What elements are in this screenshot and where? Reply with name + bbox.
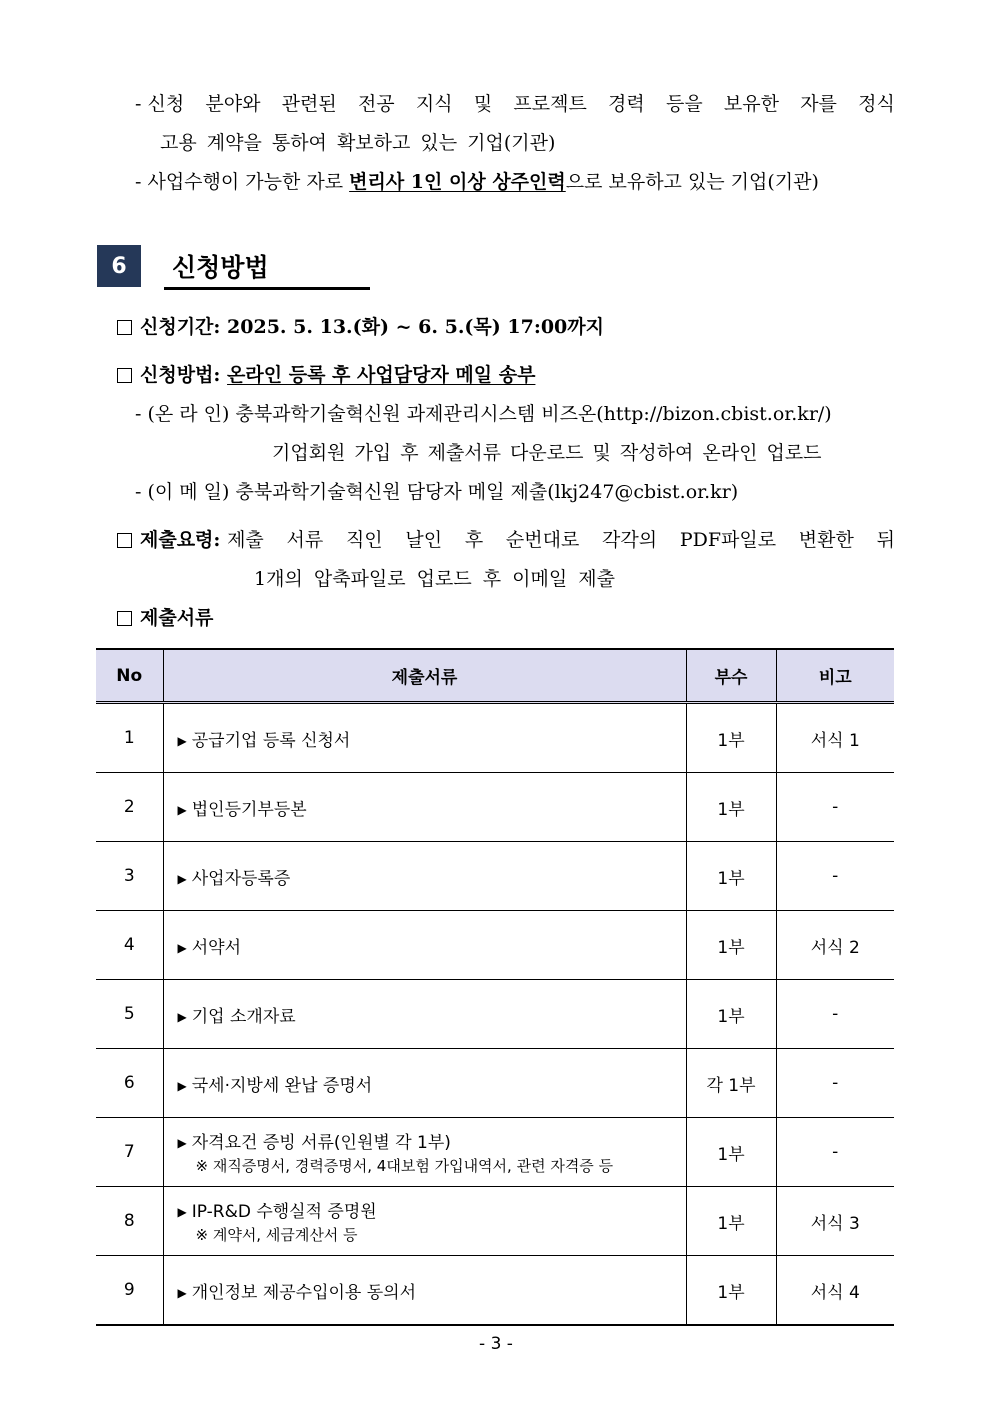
documents-table (96, 648, 894, 1326)
cell-remark: - (776, 980, 894, 1049)
cell-copies: 1부 (686, 911, 776, 980)
cell-remark: 서식 1 (776, 703, 894, 773)
cell-copies: 1부 (686, 703, 776, 773)
application-period (117, 314, 877, 340)
word: 자를 (800, 93, 837, 115)
triangle-bullet-icon: ▶ (177, 1205, 187, 1219)
doc-name: 개인정보 제공수입이용 동의서 (191, 1282, 417, 1303)
doc-name: 법인등기부등본 (191, 799, 307, 820)
docs-heading-text: 제출서류 (140, 607, 214, 629)
cell-remark: - (776, 1049, 894, 1118)
checkbox-icon (117, 533, 132, 548)
bullet-text: - 사업수행이 가능한 자로 (135, 171, 350, 193)
cell-no: 4 (96, 911, 163, 980)
submit-guide-text (227, 527, 895, 553)
cell-doc (163, 980, 686, 1049)
cell-copies: 1부 (686, 842, 776, 911)
checkbox-icon (117, 368, 132, 383)
doc-name: 사업자등록증 (191, 868, 291, 889)
method-email: - (이 메 일) 충북과학기술혁신원 담당자 메일 제출(lkj247@cbist.or.kr) (135, 481, 739, 503)
header-no: No (96, 649, 163, 703)
doc-name: 공급기업 등록 신청서 (191, 730, 351, 751)
triangle-bullet-icon: ▶ (177, 1136, 187, 1150)
bullet-text: 으로 보유하고 있는 기업(기관) (565, 171, 819, 193)
word: 순번대로 (505, 529, 580, 551)
method-online-line1: - (온 라 인) 충북과학기술혁신원 과제관리시스템 비즈온(http://bizon.cbist.or.kr/) (135, 403, 832, 425)
period-label: 신청기간: (140, 316, 228, 338)
table-row (96, 911, 894, 980)
word: 경력 (608, 93, 645, 115)
word: 프로젝트 (513, 93, 587, 115)
section-underline (164, 287, 370, 290)
word: 각각의 (602, 529, 658, 551)
cell-doc (163, 1256, 686, 1326)
application-method (117, 362, 877, 388)
cell-no: 2 (96, 773, 163, 842)
table-row (96, 703, 894, 773)
bullet-emphasis: 변리사 1인 이상 상주인력 (349, 171, 566, 193)
method-online-line2: 기업회원 가입 후 제출서류 다운로드 및 작성하여 온라인 업로드 (272, 442, 822, 464)
table-row (96, 773, 894, 842)
cell-no: 3 (96, 842, 163, 911)
word: 후 (464, 529, 484, 551)
cell-remark: - (776, 1118, 894, 1187)
word: PDF파일로 (679, 529, 777, 551)
word: - 신청 (135, 93, 185, 115)
docs-heading (117, 605, 877, 631)
header-remark: 비고 (776, 649, 894, 703)
submit-guide-line1 (117, 527, 895, 553)
cell-remark: - (776, 773, 894, 842)
cell-no: 1 (96, 703, 163, 773)
table-row (96, 1049, 894, 1118)
word: 정식 (858, 93, 895, 115)
bullet-qualification-line2: 고용 계약을 통하여 확보하고 있는 기업(기관) (160, 132, 556, 154)
method-value: 온라인 등록 후 사업담당자 메일 송부 (227, 364, 536, 386)
submit-guide-label-wrap: 제출요령: (117, 527, 227, 553)
word: 전공 (357, 93, 395, 115)
triangle-bullet-icon: ▶ (177, 1078, 187, 1093)
table-row (96, 1118, 894, 1187)
cell-remark: 서식 3 (776, 1187, 894, 1256)
triangle-bullet-icon: ▶ (177, 871, 187, 886)
submit-guide-line2: 1개의 압축파일로 업로드 후 이메일 제출 (254, 568, 615, 590)
table-row (96, 1256, 894, 1326)
bullet-qualification-line1 (135, 91, 895, 117)
cell-no: 9 (96, 1256, 163, 1326)
checkbox-icon (117, 320, 132, 335)
doc-name: 국세·지방세 완납 증명서 (191, 1075, 373, 1096)
word: 날인 (405, 529, 443, 551)
cell-doc (163, 911, 686, 980)
word: 및 (473, 93, 493, 115)
triangle-bullet-icon: ▶ (177, 802, 187, 817)
word: 분야와 (205, 93, 261, 115)
page-number: - 3 - (479, 1334, 513, 1354)
header-copies: 부수 (686, 649, 776, 703)
header-doc: 제출서류 (163, 649, 686, 703)
table-row (96, 980, 894, 1049)
cell-copies: 1부 (686, 980, 776, 1049)
cell-remark: - (776, 842, 894, 911)
table-row (96, 1187, 894, 1256)
cell-remark: 서식 2 (776, 911, 894, 980)
cell-copies: 각 1부 (686, 1049, 776, 1118)
bullet-patent-attorney (135, 169, 895, 195)
cell-doc (163, 773, 686, 842)
section-number: 6 (97, 245, 141, 287)
cell-no: 5 (96, 980, 163, 1049)
cell-doc (163, 1118, 686, 1187)
cell-doc (163, 1049, 686, 1118)
doc-name: 서약서 (191, 937, 242, 958)
cell-doc (163, 703, 686, 773)
cell-no: 6 (96, 1049, 163, 1118)
word: 서류 (286, 529, 324, 551)
triangle-bullet-icon: ▶ (177, 940, 187, 955)
word: 보유한 (723, 93, 779, 115)
word: 관련된 (281, 93, 337, 115)
triangle-bullet-icon: ▶ (177, 1009, 187, 1024)
doc-note: ※ 계약서, 세금계산서 등 (195, 1226, 358, 1244)
triangle-bullet-icon: ▶ (177, 1285, 187, 1300)
submit-guide-label: 제출요령 (140, 529, 214, 551)
cell-remark: 서식 4 (776, 1256, 894, 1326)
cell-copies: 1부 (686, 1256, 776, 1326)
word: 지식 (415, 93, 453, 115)
method-label: 신청방법: (140, 364, 228, 386)
triangle-bullet-icon: ▶ (177, 733, 187, 748)
cell-no: 8 (96, 1187, 163, 1256)
cell-copies: 1부 (686, 773, 776, 842)
doc-name: 자격요건 증빙 서류(인원별 각 1부) (191, 1133, 451, 1153)
section-title: 신청방법 (172, 253, 269, 282)
word: 뒤 (876, 529, 895, 551)
doc-note: ※ 재직증명서, 경력증명서, 4대보험 가입내역서, 관련 자격증 등 (195, 1157, 614, 1175)
word: 등을 (665, 93, 703, 115)
cell-copies: 1부 (686, 1118, 776, 1187)
table-row (96, 842, 894, 911)
cell-copies: 1부 (686, 1187, 776, 1256)
word: 직인 (345, 529, 383, 551)
cell-doc (163, 1187, 686, 1256)
cell-doc (163, 842, 686, 911)
doc-name: IP-R&D 수행실적 증명원 (191, 1202, 377, 1222)
checkbox-icon (117, 611, 132, 626)
table-header-row (96, 649, 894, 703)
period-value: 2025. 5. 13.(화) ~ 6. 5.(목) 17:00까지 (227, 316, 604, 338)
word: 제출 (227, 529, 264, 551)
doc-name: 기업 소개자료 (191, 1006, 296, 1027)
cell-no: 7 (96, 1118, 163, 1187)
word: 변환한 (798, 529, 854, 551)
